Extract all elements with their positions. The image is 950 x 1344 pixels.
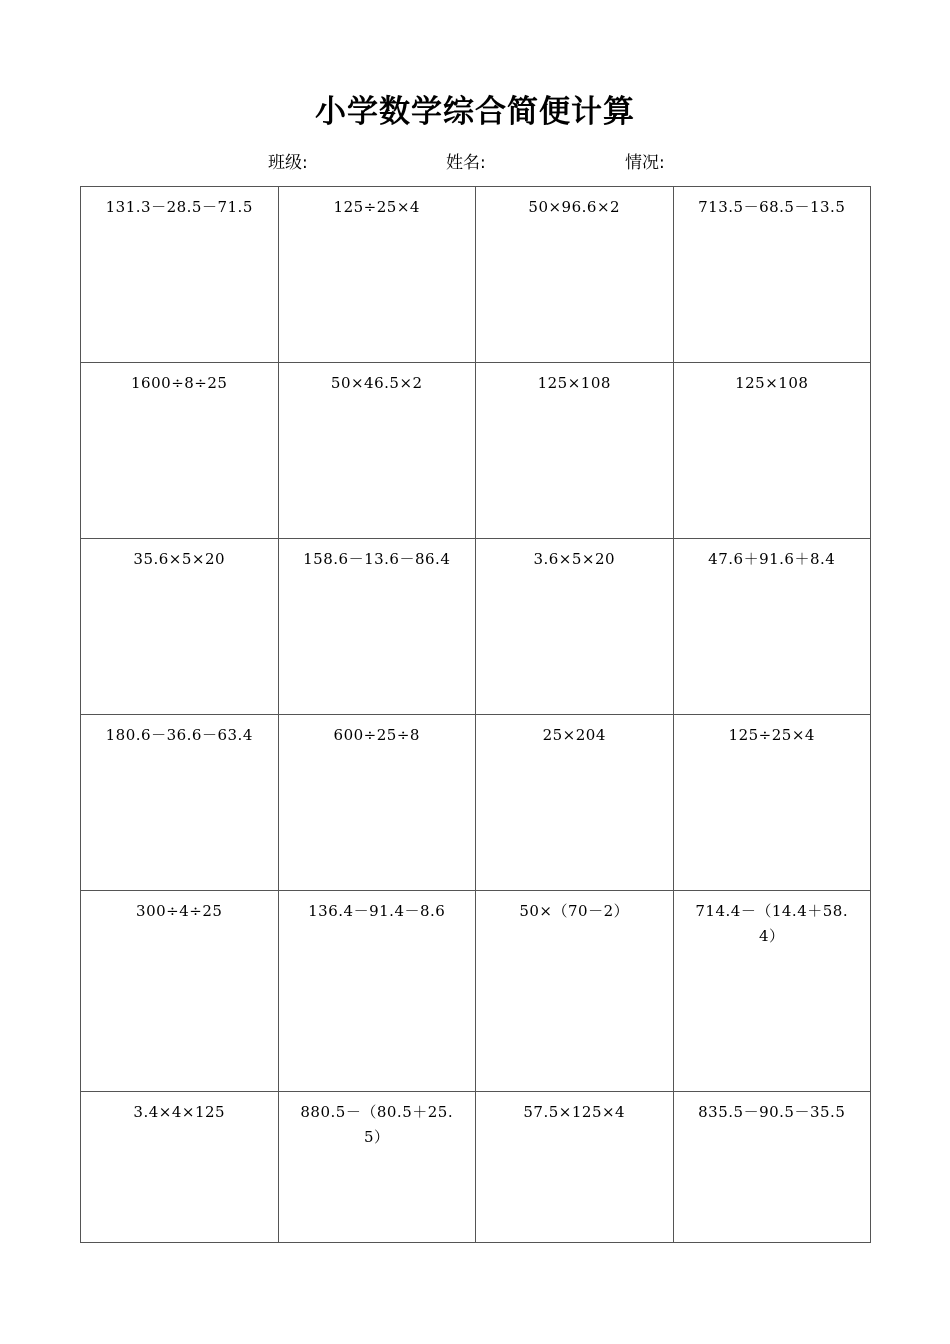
- problem-grid: [80, 186, 871, 1243]
- problem-cell: 3.4×4×125: [81, 1092, 279, 1243]
- problem-cell: 600÷25÷8: [278, 715, 476, 891]
- problem-cell: 125×108: [476, 363, 674, 539]
- problem-cell: 47.6＋91.6＋8.4: [673, 539, 871, 715]
- problem-cell: 25×204: [476, 715, 674, 891]
- name-label: 姓名:: [446, 153, 486, 173]
- problem-cell: 713.5－68.5－13.5: [673, 187, 871, 363]
- problem-cell: 1600÷8÷25: [81, 363, 279, 539]
- problem-cell: 835.5－90.5－35.5: [673, 1092, 871, 1243]
- problem-cell: 158.6－13.6－86.4: [278, 539, 476, 715]
- problem-cell: 880.5－（80.5＋25.5）: [278, 1092, 476, 1243]
- problem-cell: 125÷25×4: [673, 715, 871, 891]
- status-label: 情况:: [625, 153, 665, 173]
- problem-cell: 57.5×125×4: [476, 1092, 674, 1243]
- problem-cell: 714.4－（14.4＋58.4）: [673, 891, 871, 1092]
- problem-cell: 180.6－36.6－63.4: [81, 715, 279, 891]
- problem-row: [81, 363, 871, 539]
- problem-row: [81, 1092, 871, 1243]
- problem-cell: 125×108: [673, 363, 871, 539]
- problem-row: [81, 715, 871, 891]
- problem-cell: 125÷25×4: [278, 187, 476, 363]
- problem-cell: 50×46.5×2: [278, 363, 476, 539]
- problem-cell: 136.4－91.4－8.6: [278, 891, 476, 1092]
- problem-row: [81, 891, 871, 1092]
- problem-cell: 35.6×5×20: [81, 539, 279, 715]
- class-label: 班级:: [268, 153, 308, 173]
- worksheet-title: 小学数学综合简便计算: [315, 94, 635, 130]
- problem-cell: 300÷4÷25: [81, 891, 279, 1092]
- problem-cell: 131.3－28.5－71.5: [81, 187, 279, 363]
- problem-cell: 50×96.6×2: [476, 187, 674, 363]
- problem-cell: 3.6×5×20: [476, 539, 674, 715]
- problem-cell: 50×（70－2）: [476, 891, 674, 1092]
- problem-row: [81, 539, 871, 715]
- problem-row: [81, 187, 871, 363]
- student-info-row: [0, 150, 950, 176]
